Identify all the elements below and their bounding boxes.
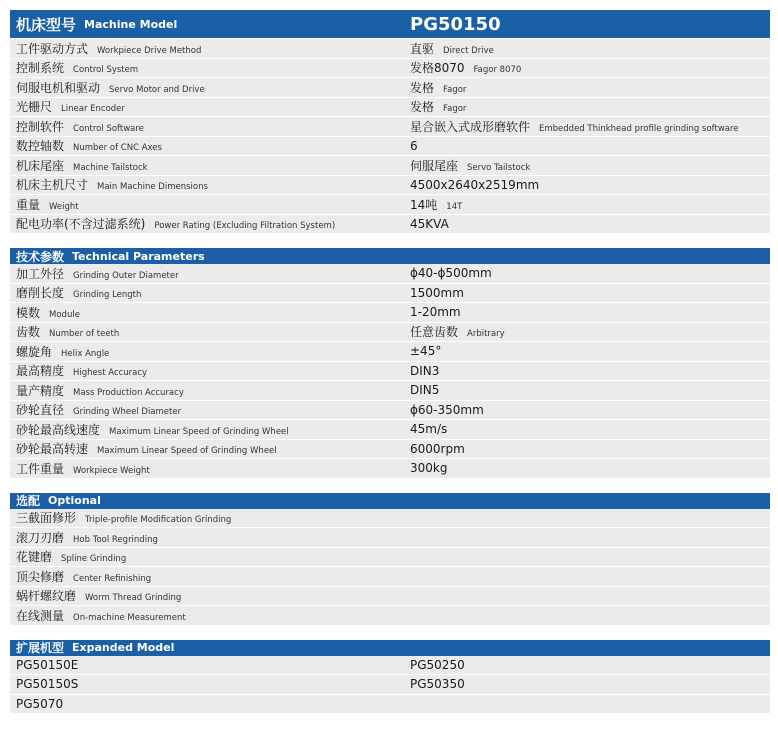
param-name <box>16 79 205 96</box>
param-name-en: Module <box>49 309 80 320</box>
optional-header <box>10 493 770 509</box>
param-name <box>16 460 150 477</box>
param-name-en: Grinding Outer Diameter <box>73 270 179 281</box>
param-value-main: 星合嵌入式成形磨软件 <box>410 119 531 134</box>
param-name-zh: 工件重量 <box>16 461 65 476</box>
table-row <box>10 606 770 626</box>
param-name-zh: 砂轮最高线速度 <box>16 422 101 437</box>
table-row <box>10 39 770 59</box>
table-row <box>10 509 770 529</box>
param-name-en: Machine Tailstock <box>73 162 148 173</box>
param-name-zh: 蜗杆螺纹磨 <box>16 589 77 604</box>
param-name <box>16 40 201 57</box>
expanded-rows <box>10 656 770 715</box>
param-name-zh: 重量 <box>16 197 41 212</box>
param-value-en: 14T <box>446 201 463 212</box>
expanded-title-en: Expanded Model <box>72 641 175 654</box>
param-name-en: Power Rating (Excluding Filtration System) <box>154 221 336 232</box>
param-value-main: 任意齿数 <box>410 325 459 340</box>
param-name <box>16 157 148 174</box>
table-row <box>10 675 770 695</box>
param-name-zh: 量产精度 <box>16 383 65 398</box>
param-name <box>16 401 181 418</box>
param-value <box>410 403 484 417</box>
tech-header <box>10 248 770 264</box>
param-value-main: DIN5 <box>410 383 440 398</box>
param-value <box>410 178 539 192</box>
param-value-main: 45KVA <box>410 216 449 231</box>
param-value <box>410 40 494 57</box>
param-value <box>410 157 530 174</box>
model-label-zh: 机床型号 <box>16 15 77 34</box>
param-name-en: On-machine Measurement <box>73 612 186 623</box>
param-name-en: Weight <box>49 201 79 212</box>
param-name <box>16 343 109 360</box>
param-value-en: Direct Drive <box>443 45 494 56</box>
param-value <box>410 422 447 436</box>
table-row <box>10 342 770 362</box>
param-value <box>410 323 505 340</box>
expanded-model-name: PG50150S <box>16 677 79 692</box>
table-row <box>10 459 770 479</box>
param-value-main: 1-20mm <box>410 305 461 320</box>
param-name-en: Mass Production Accuracy <box>73 387 184 398</box>
expanded-section <box>10 640 770 715</box>
param-name-zh: 花键磨 <box>16 550 53 565</box>
param-name <box>16 176 208 193</box>
basic-section <box>10 10 770 234</box>
param-value-main: 6 <box>410 138 418 153</box>
param-name <box>16 59 138 76</box>
table-row <box>10 362 770 382</box>
param-name <box>16 304 80 321</box>
param-name-zh: 机床尾座 <box>16 158 65 173</box>
param-name-zh: 数控轴数 <box>16 139 65 154</box>
param-name-en: Maximum Linear Speed of Grinding Wheel <box>97 446 277 457</box>
table-row <box>10 528 770 548</box>
expanded-model-name: PG50150E <box>16 657 79 672</box>
param-value-main: 发格8070 <box>410 61 465 76</box>
param-name-zh: 齿数 <box>16 325 41 340</box>
table-row <box>10 78 770 98</box>
param-name-zh: 伺服电机和驱动 <box>16 80 101 95</box>
param-name <box>16 529 158 546</box>
param-name-en: Maximum Linear Speed of Grinding Wheel <box>109 426 289 437</box>
param-value <box>410 217 449 231</box>
param-value-en: Servo Tailstock <box>467 162 531 173</box>
param-value-main: 6000rpm <box>410 441 465 456</box>
param-value-main: ϕ40-ϕ500mm <box>410 266 492 281</box>
param-name <box>16 137 162 154</box>
param-name-zh: 在线测量 <box>16 608 65 623</box>
table-row <box>10 59 770 79</box>
param-value-en: Arbitrary <box>467 329 505 340</box>
param-name-zh: 加工外径 <box>16 266 65 281</box>
table-row <box>10 156 770 176</box>
tech-title-en: Technical Parameters <box>72 249 205 263</box>
param-name <box>16 607 186 624</box>
param-name-en: Helix Angle <box>61 348 110 359</box>
expanded-header <box>10 640 770 656</box>
param-name <box>16 284 141 301</box>
param-value <box>410 79 466 96</box>
param-value-en: Embedded Thinkhead profile grinding software <box>539 123 739 134</box>
param-name-en: Spline Grinding <box>61 554 127 565</box>
param-value-en: Fagor <box>443 104 467 115</box>
expanded-model-b <box>410 677 465 691</box>
param-name-zh: 砂轮直径 <box>16 403 65 418</box>
param-value <box>410 364 439 378</box>
param-value <box>410 59 521 76</box>
param-value-main: 14吨 <box>410 197 438 212</box>
param-name-en: Highest Accuracy <box>73 368 148 379</box>
model-label-en: Machine Model <box>84 17 178 31</box>
param-name <box>16 362 147 379</box>
param-value-main: 发格 <box>410 80 435 95</box>
param-value <box>410 139 418 153</box>
param-name-en: Grinding Wheel Diameter <box>73 407 182 418</box>
table-row <box>10 303 770 323</box>
table-row <box>10 401 770 421</box>
param-name-zh: 控制系统 <box>16 61 65 76</box>
param-name-zh: 磨削长度 <box>16 286 65 301</box>
param-name <box>16 196 79 213</box>
table-row <box>10 420 770 440</box>
param-value <box>410 118 739 135</box>
model-value: PG50150 <box>410 13 501 35</box>
param-name <box>16 568 151 585</box>
table-row <box>10 195 770 215</box>
optional-rows <box>10 509 770 626</box>
optional-title-en: Optional <box>48 494 101 507</box>
table-row <box>10 284 770 304</box>
table-row <box>10 137 770 157</box>
param-value-main: 发格 <box>410 100 435 115</box>
param-value-main: 4500x2640x2519mm <box>410 177 540 192</box>
param-value-main: 伺服尾座 <box>410 158 459 173</box>
param-name <box>16 421 289 438</box>
param-name-en: Grinding Length <box>73 290 142 301</box>
param-value <box>410 266 492 280</box>
param-value <box>410 286 464 300</box>
param-value-main: ±45° <box>410 344 442 359</box>
param-name <box>16 587 181 604</box>
param-name-zh: 工件驱动方式 <box>16 41 89 56</box>
expanded-model-b <box>410 658 465 672</box>
table-row <box>10 656 770 676</box>
param-name-zh: 最高精度 <box>16 364 65 379</box>
param-name-zh: 三截面修形 <box>16 511 77 526</box>
param-name <box>16 215 335 232</box>
param-value <box>410 344 441 358</box>
param-name <box>16 548 126 565</box>
table-row <box>10 176 770 196</box>
param-value <box>410 196 462 213</box>
param-value <box>410 442 465 456</box>
param-name-zh: 光栅尺 <box>16 100 53 115</box>
param-name-en: Workpiece Weight <box>73 465 150 476</box>
param-name-en: Linear Encoder <box>61 104 125 115</box>
param-name-en: Hob Tool Regrinding <box>73 534 158 545</box>
param-name-en: Workpiece Drive Method <box>97 45 202 56</box>
param-name-en: Main Machine Dimensions <box>97 182 208 193</box>
param-value-main: DIN3 <box>410 363 440 378</box>
param-name-zh: 模数 <box>16 305 41 320</box>
table-row <box>10 695 770 715</box>
param-name <box>16 440 277 457</box>
param-name-en: Control Software <box>73 123 144 134</box>
table-row <box>10 117 770 137</box>
param-name <box>16 98 125 115</box>
expanded-model-a <box>16 697 63 711</box>
expanded-model-name: PG50350 <box>410 677 465 692</box>
param-value-main: 1500mm <box>410 285 464 300</box>
table-row <box>10 323 770 343</box>
table-row <box>10 98 770 118</box>
tech-section <box>10 248 770 479</box>
param-name-zh: 配电功率(不含过滤系统) <box>16 217 146 232</box>
param-name-en: Worm Thread Grinding <box>85 593 182 604</box>
param-name <box>16 265 179 282</box>
param-name <box>16 118 144 135</box>
param-name-en: Number of CNC Axes <box>73 143 162 154</box>
param-name <box>16 382 184 399</box>
param-name <box>16 323 119 340</box>
param-name-en: Number of teeth <box>49 329 120 340</box>
param-name-zh: 顶尖修磨 <box>16 569 65 584</box>
param-value-en: Fagor 8070 <box>473 65 522 76</box>
param-name-en: Control System <box>73 65 139 76</box>
param-name-zh: 控制软件 <box>16 119 65 134</box>
param-name-en: Servo Motor and Drive <box>109 84 205 95</box>
param-value <box>410 98 466 115</box>
spec-sheet <box>10 10 770 714</box>
expanded-model-a <box>16 677 78 691</box>
param-value <box>410 305 461 319</box>
param-value-main: 45m/s <box>410 422 448 437</box>
param-value-main: 300kg <box>410 461 448 476</box>
param-value <box>410 461 447 475</box>
table-row <box>10 587 770 607</box>
model-header <box>10 10 770 39</box>
param-name-en: Center Refinishing <box>73 573 152 584</box>
param-value-main: ϕ60-350mm <box>410 402 484 417</box>
param-name-zh: 机床主机尺寸 <box>16 178 89 193</box>
expanded-model-a <box>16 658 78 672</box>
expanded-model-name: PG5070 <box>16 696 64 711</box>
param-name-zh: 螺旋角 <box>16 344 53 359</box>
table-row <box>10 215 770 235</box>
optional-section <box>10 493 770 626</box>
table-row <box>10 264 770 284</box>
tech-title-zh: 技术参数 <box>16 249 65 264</box>
param-value-en: Fagor <box>443 84 467 95</box>
table-row <box>10 567 770 587</box>
expanded-title-zh: 扩展机型 <box>16 641 65 655</box>
expanded-model-name: PG50250 <box>410 657 465 672</box>
tech-rows <box>10 264 770 479</box>
table-row <box>10 381 770 401</box>
basic-rows <box>10 39 770 234</box>
table-row <box>10 440 770 460</box>
param-name-en: Triple-profile Modification Grinding <box>85 515 232 526</box>
param-value-main: 直驱 <box>410 41 435 56</box>
table-row <box>10 548 770 568</box>
optional-title-zh: 选配 <box>16 494 41 508</box>
param-name-zh: 滚刀刃磨 <box>16 530 65 545</box>
param-name-zh: 砂轮最高转速 <box>16 442 89 457</box>
param-value <box>410 383 439 397</box>
param-name <box>16 509 231 526</box>
